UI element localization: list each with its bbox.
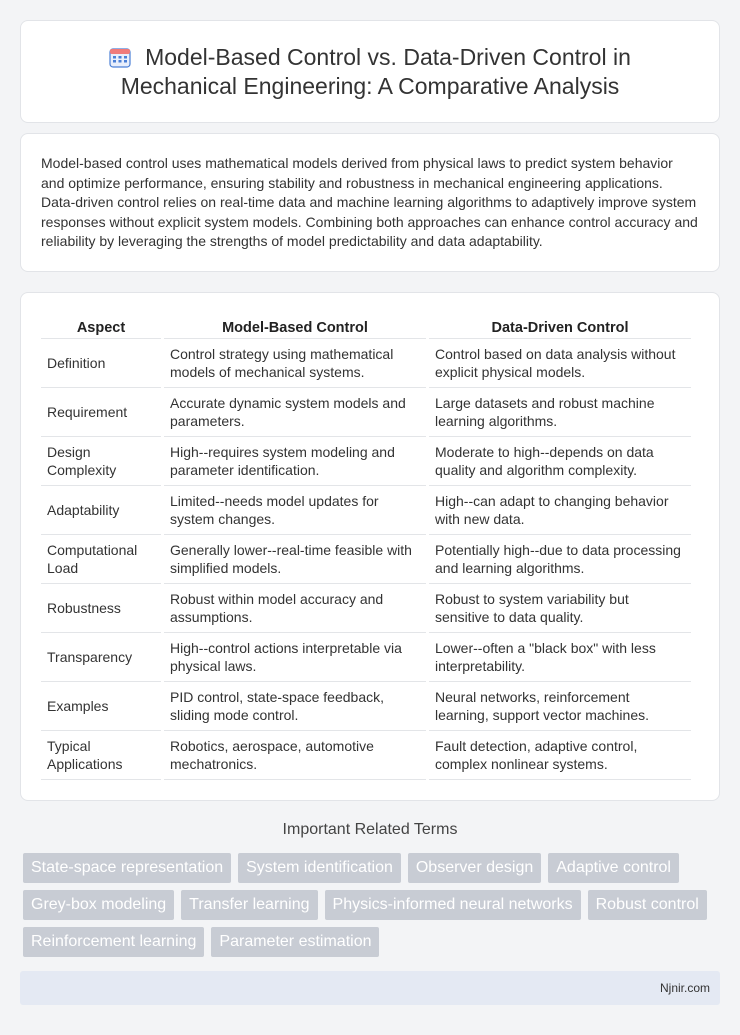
cell-model-based: High--control actions interpretable via physical laws. xyxy=(164,633,426,682)
footer-site: Njnir.com xyxy=(659,981,710,995)
cell-model-based: Robust within model accuracy and assumptions. xyxy=(164,584,426,633)
cell-aspect: Computational Load xyxy=(41,535,161,584)
table-row xyxy=(41,437,691,486)
related-term-tag[interactable]: Observer design xyxy=(408,853,541,883)
cell-data-driven: Potentially high--due to data processing and learning algorithms. xyxy=(429,535,691,584)
cell-data-driven: Large datasets and robust machine learning algorithms. xyxy=(429,388,691,437)
related-term-tag[interactable]: Adaptive control xyxy=(548,853,679,883)
table-row xyxy=(41,535,691,584)
cell-model-based: Generally lower--real-time feasible with simplified models. xyxy=(164,535,426,584)
cell-data-driven: Moderate to high--depends on data quality and algorithm complexity. xyxy=(429,437,691,486)
cell-aspect: Typical Applications xyxy=(41,731,161,780)
comparison-table xyxy=(38,311,694,780)
cell-aspect: Requirement xyxy=(41,388,161,437)
cell-data-driven: Neural networks, reinforcement learning, support vector machines. xyxy=(429,682,691,731)
related-term-tag[interactable]: State-space representation xyxy=(23,853,231,883)
cell-data-driven: Fault detection, adaptive control, complex nonlinear systems. xyxy=(429,731,691,780)
cell-data-driven: Robust to system variability but sensitive to data quality. xyxy=(429,584,691,633)
cell-aspect: Adaptability xyxy=(41,486,161,535)
related-terms-list xyxy=(23,853,723,964)
related-term-tag[interactable]: System identification xyxy=(238,853,401,883)
cell-model-based: Accurate dynamic system models and parameters. xyxy=(164,388,426,437)
table-header-row xyxy=(41,311,691,339)
cell-aspect: Examples xyxy=(41,682,161,731)
page-title xyxy=(70,43,670,101)
cell-data-driven: Control based on data analysis without explicit physical models. xyxy=(429,339,691,388)
related-term-tag[interactable]: Grey-box modeling xyxy=(23,890,174,920)
cell-aspect: Definition xyxy=(41,339,161,388)
table-row xyxy=(41,486,691,535)
table-row xyxy=(41,633,691,682)
cell-model-based: Robotics, aerospace, automotive mechatronics. xyxy=(164,731,426,780)
cell-data-driven: Lower--often a "black box" with less interpretability. xyxy=(429,633,691,682)
related-terms-title: Important Related Terms xyxy=(282,821,458,838)
related-term-tag[interactable]: Parameter estimation xyxy=(211,927,379,957)
intro-paragraph: Model-based control uses mathematical models derived from physical laws to predict system behavior and optimize performance, ensuring stability and robustness in mechanical engineering applications. Data-driven control relies on real-time data and machine learning algorithms to adaptively improve system responses without explicit system models. Combining both approaches can enhance control accuracy and reliability by leveraging the strengths of model predictability and data adaptability. xyxy=(41,155,698,250)
table-row xyxy=(41,731,691,780)
cell-model-based: High--requires system modeling and parameter identification. xyxy=(164,437,426,486)
cell-aspect: Robustness xyxy=(41,584,161,633)
footer xyxy=(20,971,720,1005)
header-data-driven: Data-Driven Control xyxy=(429,311,691,339)
table-row xyxy=(41,682,691,731)
related-term-tag[interactable]: Reinforcement learning xyxy=(23,927,204,957)
table-row xyxy=(41,339,691,388)
header-aspect: Aspect xyxy=(41,311,161,339)
comparison-table-card xyxy=(20,292,720,801)
cell-model-based: Control strategy using mathematical models of mechanical systems. xyxy=(164,339,426,388)
table-row xyxy=(41,584,691,633)
table-row xyxy=(41,388,691,437)
related-term-tag[interactable]: Robust control xyxy=(588,890,707,920)
header-model-based: Model-Based Control xyxy=(164,311,426,339)
cell-model-based: Limited--needs model updates for system changes. xyxy=(164,486,426,535)
related-term-tag[interactable]: Physics-informed neural networks xyxy=(325,890,581,920)
cell-model-based: PID control, state-space feedback, sliding mode control. xyxy=(164,682,426,731)
related-term-tag[interactable]: Transfer learning xyxy=(181,890,317,920)
page-title-text: Model-Based Control vs. Data-Driven Control in Mechanical Engineering: A Comparative Analysis xyxy=(120,43,631,99)
cell-aspect: Design Complexity xyxy=(41,437,161,486)
cell-data-driven: High--can adapt to changing behavior with new data. xyxy=(429,486,691,535)
title-card xyxy=(20,20,720,123)
intro-card xyxy=(20,133,720,272)
calendar-icon xyxy=(109,46,131,68)
cell-aspect: Transparency xyxy=(41,633,161,682)
